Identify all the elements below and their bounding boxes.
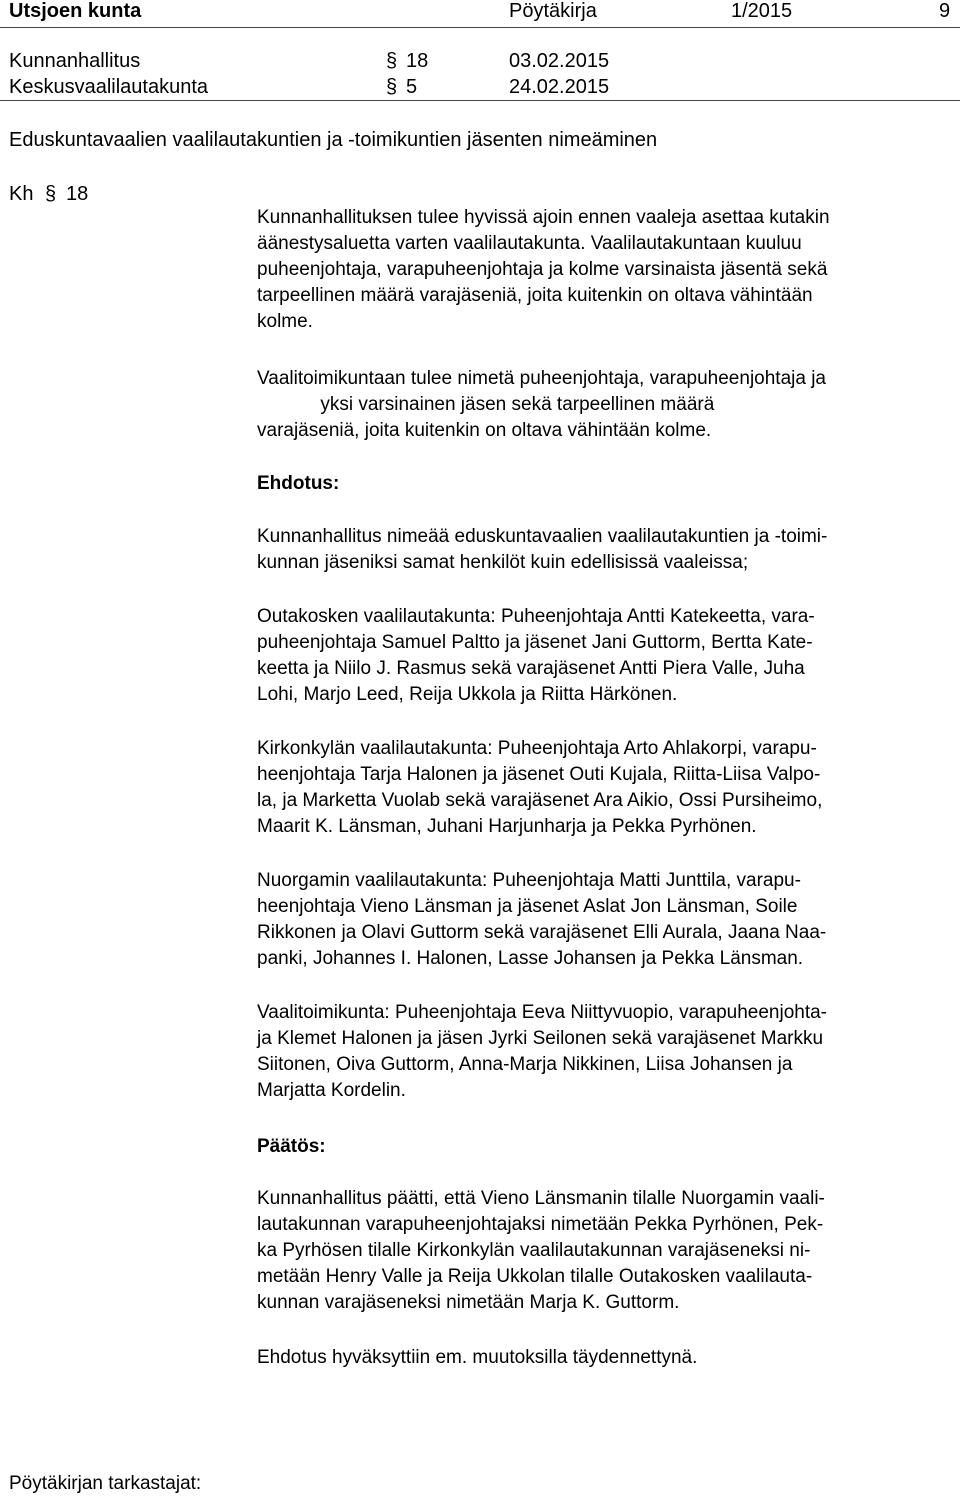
paragraph-line: yksi varsinainen jäsen sekä tarpeellinen määrä: [257, 394, 715, 415]
paragraph-line: kunnan jäseniksi samat henkilöt kuin edellisissä vaaleissa;: [257, 552, 749, 573]
paragraph-line: Kirkonkylän vaalilautakunta: Puheenjohtaja Arto Ahlakorpi, varapu-: [257, 738, 817, 759]
paragraph-committee: [257, 366, 826, 444]
paragraph-line: Kunnanhallituksen tulee hyvissä ajoin ennen vaaleja asettaa kutakin: [257, 207, 830, 228]
paragraph-line: ja Klemet Halonen ja jäsen Jyrki Seilonen sekä varajäsenet Markku: [257, 1028, 824, 1049]
paragraph-line: Rikkonen ja Olavi Guttorm sekä varajäsenet Elli Aurala, Jaana Naa-: [257, 922, 827, 943]
section-number: 18: [66, 183, 89, 205]
body-section-number-1: 18: [406, 50, 429, 72]
paragraph-line: heenjohtaja Tarja Halonen ja jäsenet Outi Kujala, Riitta-Liisa Valpo-: [257, 764, 821, 785]
paragraph-outakoski: [257, 604, 815, 708]
page-title: Eduskuntavaalien vaalilautakuntien ja -toimikuntien jäsenten nimeäminen: [9, 129, 658, 151]
page-number: 9: [939, 0, 951, 22]
paragraph-line: puheenjohtaja Samuel Paltto ja jäsenet Jani Guttorm, Bertta Kate-: [257, 632, 813, 653]
paragraph-line: Marjatta Kordelin.: [257, 1080, 406, 1101]
paragraph-line: puheenjohtaja, varapuheenjohtaja ja kolme varsinaista jäsentä sekä: [257, 259, 828, 280]
paragraph-line: Kunnanhallitus päätti, että Vieno Länsmanin tilalle Nuorgamin vaali-: [257, 1188, 825, 1209]
paragraph-vaalitoimikunta: [257, 1000, 827, 1104]
paragraph-line: Kunnanhallitus nimeää eduskuntavaalien vaalilautakuntien ja -toimi-: [257, 526, 828, 547]
paragraph-intro: [257, 205, 830, 335]
body-name-2: Keskusvaalilautakunta: [9, 76, 209, 98]
section-prefix: Kh: [9, 183, 34, 205]
header-divider: [0, 27, 960, 28]
paragraph-nuorgam: [257, 868, 826, 972]
paragraph-line: lautakunnan varapuheenjohtajaksi nimetään Pekka Pyrhönen, Pek-: [257, 1214, 824, 1235]
paragraph-line: la, ja Marketta Vuolab sekä varajäsenet Ara Aikio, Ossi Pursiheimo,: [257, 790, 823, 811]
section-symbol-icon: §: [386, 76, 398, 98]
document-number: 1/2015: [731, 0, 793, 22]
body-section-number-2: 5: [406, 76, 418, 98]
paragraph-line: Outakosken vaalilautakunta: Puheenjohtaja Antti Katekeetta, vara-: [257, 606, 815, 627]
paragraph-decision: [257, 1186, 825, 1316]
paragraph-line: Lohi, Marjo Leed, Reija Ukkola ja Riitta Härkönen.: [257, 684, 678, 705]
paragraph-line: Vaalitoimikuntaan tulee nimetä puheenjohtaja, varapuheenjohtaja ja: [257, 368, 826, 389]
decision-label: Päätös:: [257, 1136, 326, 1157]
body-date-1: 03.02.2015: [509, 50, 610, 72]
paragraph-line: äänestysaluetta varten vaalilautakunta. Vaalilautakuntaan kuuluu: [257, 233, 802, 254]
paragraph-kirkonkyla: [257, 736, 822, 840]
paragraph-proposal: [257, 524, 827, 576]
header-bottom-divider: [0, 100, 960, 101]
reviewers-label: Pöytäkirjan tarkastajat:: [9, 1473, 202, 1494]
paragraph-line: varajäseniä, joita kuitenkin on oltava vähintään kolme.: [257, 420, 712, 441]
body-name-1: Kunnanhallitus: [9, 50, 141, 72]
paragraph-line: tarpeellinen määrä varajäseniä, joita kuitenkin on oltava vähintään: [257, 285, 813, 306]
document-type: Pöytäkirja: [509, 0, 597, 22]
paragraph-line: ka Pyrhösen tilalle Kirkonkylän vaalilautakunnan varajäseneksi ni-: [257, 1240, 811, 1261]
paragraph-line: Maarit K. Länsman, Juhani Harjunharja ja Pekka Pyrhönen.: [257, 816, 757, 837]
paragraph-line: keetta ja Niilo J. Rasmus sekä varajäsenet Antti Piera Valle, Juha: [257, 658, 805, 679]
paragraph-line: panki, Johannes I. Halonen, Lasse Johansen ja Pekka Länsman.: [257, 948, 804, 969]
paragraph-line: kunnan varajäseneksi nimetään Marja K. Guttorm.: [257, 1292, 680, 1313]
paragraph-approved: [257, 1345, 697, 1371]
section-symbol-icon: §: [386, 50, 398, 72]
paragraph-line: Ehdotus hyväksyttiin em. muutoksilla täydennettynä.: [257, 1347, 698, 1368]
paragraph-line: metään Henry Valle ja Reija Ukkolan tilalle Outakosken vaalilauta-: [257, 1266, 813, 1287]
paragraph-line: Siitonen, Oiva Guttorm, Anna-Marja Nikkinen, Liisa Johansen ja: [257, 1054, 793, 1075]
municipality-name: Utsjoen kunta: [9, 0, 142, 22]
body-date-2: 24.02.2015: [509, 76, 610, 98]
proposal-label: Ehdotus:: [257, 473, 340, 494]
paragraph-line: Nuorgamin vaalilautakunta: Puheenjohtaja Matti Junttila, varapu-: [257, 870, 801, 891]
section-symbol-icon: §: [45, 183, 57, 205]
paragraph-line: Vaalitoimikunta: Puheenjohtaja Eeva Niittyvuopio, varapuheenjohta-: [257, 1002, 828, 1023]
paragraph-line: heenjohtaja Vieno Länsman ja jäsenet Aslat Jon Länsman, Soile: [257, 896, 798, 917]
paragraph-line: kolme.: [257, 311, 313, 332]
